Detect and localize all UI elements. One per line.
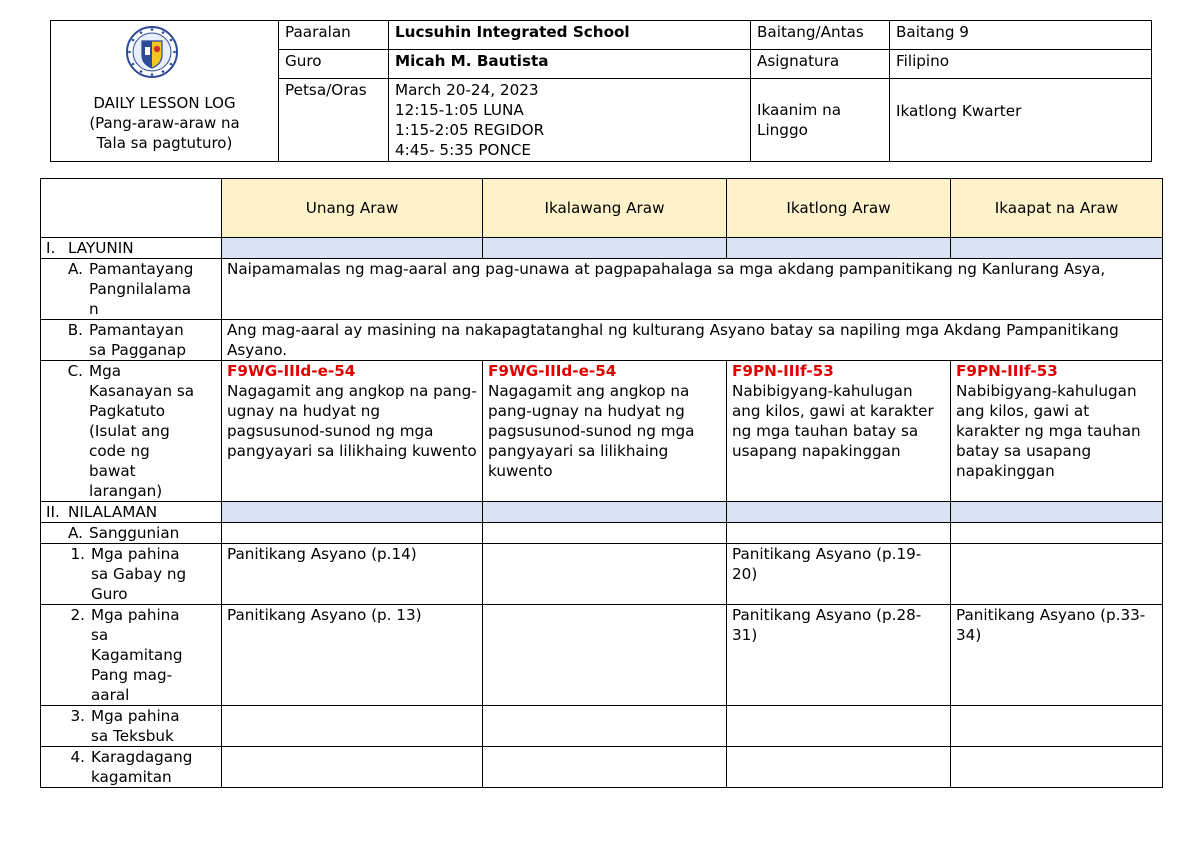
- label-line: Pamantayang: [89, 260, 194, 278]
- empty-cell: [222, 523, 483, 544]
- label-line: Kasanayan sa: [89, 382, 195, 400]
- label-line: larangan): [89, 482, 163, 500]
- label-line: Sanggunian: [89, 524, 180, 542]
- label-line: code ng: [89, 442, 150, 460]
- guro-value: Micah M. Bautista: [389, 50, 751, 79]
- label-line: kagamitan: [91, 768, 172, 786]
- reference-cell: [951, 747, 1163, 788]
- row-sanggunian: [41, 523, 1163, 544]
- label-line: Pagkatuto: [89, 402, 166, 420]
- document-title: [57, 93, 272, 153]
- schedule-luna: 12:15-1:05 LUNA: [395, 101, 524, 119]
- label-line: Karagdagang: [91, 748, 193, 766]
- section-fill: [727, 238, 951, 259]
- label-line: sa Teksbuk: [91, 727, 174, 745]
- row-label: [41, 361, 222, 502]
- reference-cell: Panitikang Asyano (p.33-34): [951, 605, 1163, 706]
- label-line: Guro: [91, 585, 128, 603]
- kasanayan-day-4: [951, 361, 1163, 502]
- row-kagamitang-pang-mag-aaral: [41, 605, 1163, 706]
- row-number: 3.: [70, 707, 85, 725]
- section-row-nilalaman: [41, 502, 1163, 523]
- row-label: [41, 605, 222, 706]
- reference-cell: Panitikang Asyano (p.28-31): [727, 605, 951, 706]
- row-letter: A.: [68, 524, 83, 542]
- paaralan-label: Paaralan: [279, 21, 389, 50]
- kasanayan-day-1: [222, 361, 483, 502]
- petsa-value: [389, 79, 751, 162]
- reference-cell: [951, 706, 1163, 747]
- asignatura-value: Filipino: [890, 50, 1152, 79]
- row-gabay-ng-guro: [41, 544, 1163, 605]
- label-line: sa: [91, 626, 109, 644]
- title-line-2: (Pang-araw-araw na: [89, 114, 240, 132]
- logo-cell: [51, 21, 279, 162]
- label-line: sa Gabay ng: [91, 565, 187, 583]
- row-letter: C.: [67, 362, 83, 380]
- day-header-row: [41, 179, 1163, 238]
- kwarter-text: Ikatlong Kwarter: [896, 102, 1022, 120]
- competency-code: F9WG-IIId-e-54: [227, 362, 356, 380]
- title-line-1: DAILY LESSON LOG: [93, 94, 236, 112]
- section-fill: [483, 238, 727, 259]
- reference-cell: [483, 544, 727, 605]
- petsa-label: Petsa/Oras: [279, 79, 389, 162]
- row-number: 2.: [70, 606, 85, 624]
- row-letter: A.: [68, 260, 83, 278]
- kwarter-value: [890, 79, 1152, 162]
- row-label: [41, 747, 222, 788]
- section-fill: [951, 238, 1163, 259]
- row-label: [41, 259, 222, 320]
- reference-cell: [483, 706, 727, 747]
- label-line: Mga pahina: [91, 606, 180, 624]
- competency-text: Nagagamit ang angkop na pang-ugnay na hudyat ng pagsusunod-sunod ng mga pangyayari sa lilikhaing kuwento: [227, 382, 477, 460]
- label-line: Kagamitang: [91, 646, 183, 664]
- day-header-1: Unang Araw: [222, 179, 483, 238]
- title-line-3: Tala sa pagtuturo): [96, 134, 233, 152]
- section-label-layunin: [41, 238, 222, 259]
- section-label-nilalaman: [41, 502, 222, 523]
- reference-cell: [727, 747, 951, 788]
- header-table: [50, 20, 1152, 162]
- label-line: Pang mag-: [91, 666, 173, 684]
- row-pamantayang-pangnilalaman: [41, 259, 1163, 320]
- row-label: [41, 544, 222, 605]
- pamantayang-pangnilalaman-text: Naipamamalas ng mag-aaral ang pag-unawa at pagpapahalaga sa mga akdang pampanitikang ng Kanlurang Asya,: [222, 259, 1163, 320]
- row-pamantayan-sa-pagganap: [41, 320, 1163, 361]
- row-number: 1.: [70, 545, 85, 563]
- reference-cell: [222, 747, 483, 788]
- schedule-regidor: 1:15-2:05 REGIDOR: [395, 121, 545, 139]
- row-letter: B.: [67, 321, 83, 339]
- section-number: II.: [46, 503, 60, 521]
- section-number: I.: [46, 239, 56, 257]
- label-line: Pangnilalama: [89, 280, 192, 298]
- section-fill: [222, 238, 483, 259]
- row-label: [41, 523, 222, 544]
- section-fill: [222, 502, 483, 523]
- label-line: bawat: [89, 462, 136, 480]
- asignatura-label: Asignatura: [751, 50, 890, 79]
- pamantayan-sa-pagganap-text: Ang mag-aaral ay masining na nakapagtatanghal ng kulturang Asyano batay sa napiling mga Akdang Pampanitikang Asyano.: [222, 320, 1163, 361]
- reference-cell: [483, 747, 727, 788]
- baitang-label: Baitang/Antas: [751, 21, 890, 50]
- label-line: Mga pahina: [91, 707, 180, 725]
- row-kasanayan-sa-pagkatuto: [41, 361, 1163, 502]
- competency-code: F9WG-IIId-e-54: [488, 362, 617, 380]
- row-number: 4.: [70, 748, 85, 766]
- row-label: [41, 320, 222, 361]
- schedule-ponce: 4:45- 5:35 PONCE: [395, 141, 532, 159]
- day-header-3: Ikatlong Araw: [727, 179, 951, 238]
- reference-cell: [222, 706, 483, 747]
- linggo-value: [751, 79, 890, 162]
- kasanayan-day-2: [483, 361, 727, 502]
- section-fill: [483, 502, 727, 523]
- label-line: sa Pagganap: [89, 341, 186, 359]
- competency-text: Nabibigyang-kahulugan ang kilos, gawi at karakter ng mga tauhan batay sa usapang napakinggan: [732, 382, 934, 460]
- guro-label: Guro: [279, 50, 389, 79]
- linggo-line-1: Ikaanim na: [757, 101, 842, 119]
- competency-code: F9PN-IIIf-53: [732, 362, 834, 380]
- section-fill: [951, 502, 1163, 523]
- label-line: Pamantayan: [89, 321, 184, 339]
- lesson-log-table: [40, 178, 1163, 788]
- section-fill: [727, 502, 951, 523]
- empty-cell: [951, 523, 1163, 544]
- label-line: aaral: [91, 686, 130, 704]
- day-header-4: Ikaapat na Araw: [951, 179, 1163, 238]
- day-header-2: Ikalawang Araw: [483, 179, 727, 238]
- row-karagdagang-kagamitan: [41, 747, 1163, 788]
- competency-text: Nagagamit ang angkop na pang-ugnay na hudyat ng pagsusunod-sunod ng mga pangyayari sa lilikhaing kuwento: [488, 382, 695, 480]
- competency-text: Nabibigyang-kahulugan ang kilos, gawi at karakter ng mga tauhan batay sa usapang napakinggan: [956, 382, 1141, 480]
- reference-cell: Panitikang Asyano (p. 13): [222, 605, 483, 706]
- label-line: n: [89, 300, 99, 318]
- kasanayan-day-3: [727, 361, 951, 502]
- empty-cell: [483, 523, 727, 544]
- baitang-value: Baitang 9: [890, 21, 1152, 50]
- deped-seal-logo: [125, 25, 179, 79]
- reference-cell: [951, 544, 1163, 605]
- section-row-layunin: [41, 238, 1163, 259]
- row-teksbuk: [41, 706, 1163, 747]
- reference-cell: Panitikang Asyano (p.19-20): [727, 544, 951, 605]
- reference-cell: [483, 605, 727, 706]
- section-title: LAYUNIN: [68, 239, 134, 257]
- row-label: [41, 706, 222, 747]
- paaralan-value: Lucsuhin Integrated School: [389, 21, 751, 50]
- section-title: NILALAMAN: [68, 503, 158, 521]
- reference-cell: Panitikang Asyano (p.14): [222, 544, 483, 605]
- label-line: Mga: [89, 362, 122, 380]
- petsa-date: March 20-24, 2023: [395, 81, 539, 99]
- label-line: (Isulat ang: [89, 422, 170, 440]
- empty-cell: [727, 523, 951, 544]
- label-line: Mga pahina: [91, 545, 180, 563]
- reference-cell: [727, 706, 951, 747]
- competency-code: F9PN-IIIf-53: [956, 362, 1058, 380]
- linggo-line-2: Linggo: [757, 121, 808, 139]
- corner-cell: [41, 179, 222, 238]
